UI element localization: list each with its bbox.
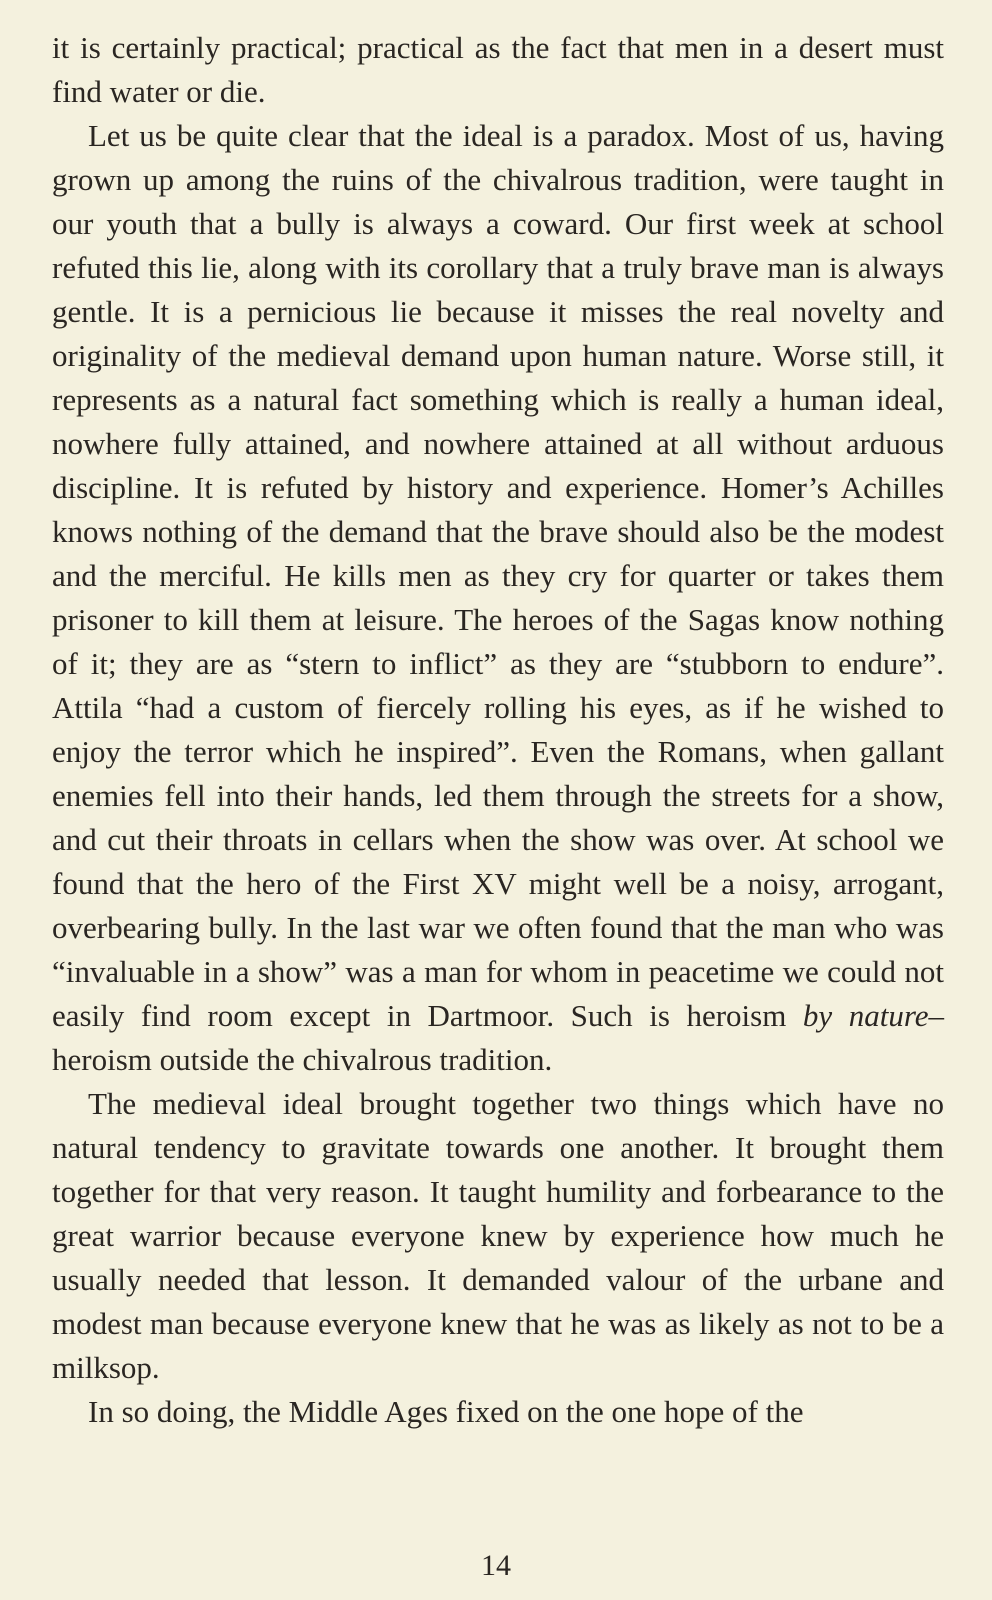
- paragraph-2-emphasis: by nature: [802, 998, 929, 1033]
- paragraph-3: The medieval ideal brought together two things which have no natural tendency to gravitate towards one another. It brought them together for that very reason. It taught humility and forbearance to the great warrior because everyone knew by experience how much he usually needed that lesson. It demanded valour of the urbane and modest man because everyone knew that he was as likely as not to be a milksop.: [52, 1086, 944, 1385]
- paragraph-2: [52, 114, 944, 1082]
- page-body: [52, 26, 944, 1434]
- page-number: 14: [481, 1549, 511, 1582]
- paragraph-2-text: Let us be quite clear that the ideal is a paradox. Most of us, having grown up among the ruins of the chivalrous tradition, were taught in our youth that a bully is always a coward. Our first week at school refuted this lie, along with its corollary that a truly brave man is always gentle. It is a pernicious lie because it misses the real novelty and originality of the medieval demand upon human nature. Worse still, it represents as a natural fact something which is really a human ideal, nowhere fully attained, and nowhere attained at all without arduous discipline. It is refuted by history and experience. Homer’s Achilles knows nothing of the demand that the brave should also be the modest and the merciful. He kills men as they cry for quarter or takes them prisoner to kill them at leisure. The heroes of the Sagas know nothing of it; they are as “stern to inflict” as they are “stubborn to endure”. Attila “had a custom of fiercely rolling his eyes, as if he wished to enjoy the terror which he inspired”. Even the Romans, when gallant enemies fell into their hands, led them through the streets for a show, and cut their throats in cellars when the show was over. At school we found that the hero of the First XV might well be a noisy, arrogant, overbearing bully. In the last war we often found that the man who was “invaluable in a show” was a man for whom in peacetime we could not easily find room except in Dartmoor. Such is heroism: [52, 118, 944, 1033]
- paragraph-4: In so doing, the Middle Ages fixed on the one hope of the: [88, 1394, 804, 1429]
- paragraph-1: it is certainly practical; practical as the fact that men in a desert must find water or die.: [52, 30, 944, 109]
- paragraph-2-tail: – heroism outside the chivalrous tradition.: [52, 998, 945, 1077]
